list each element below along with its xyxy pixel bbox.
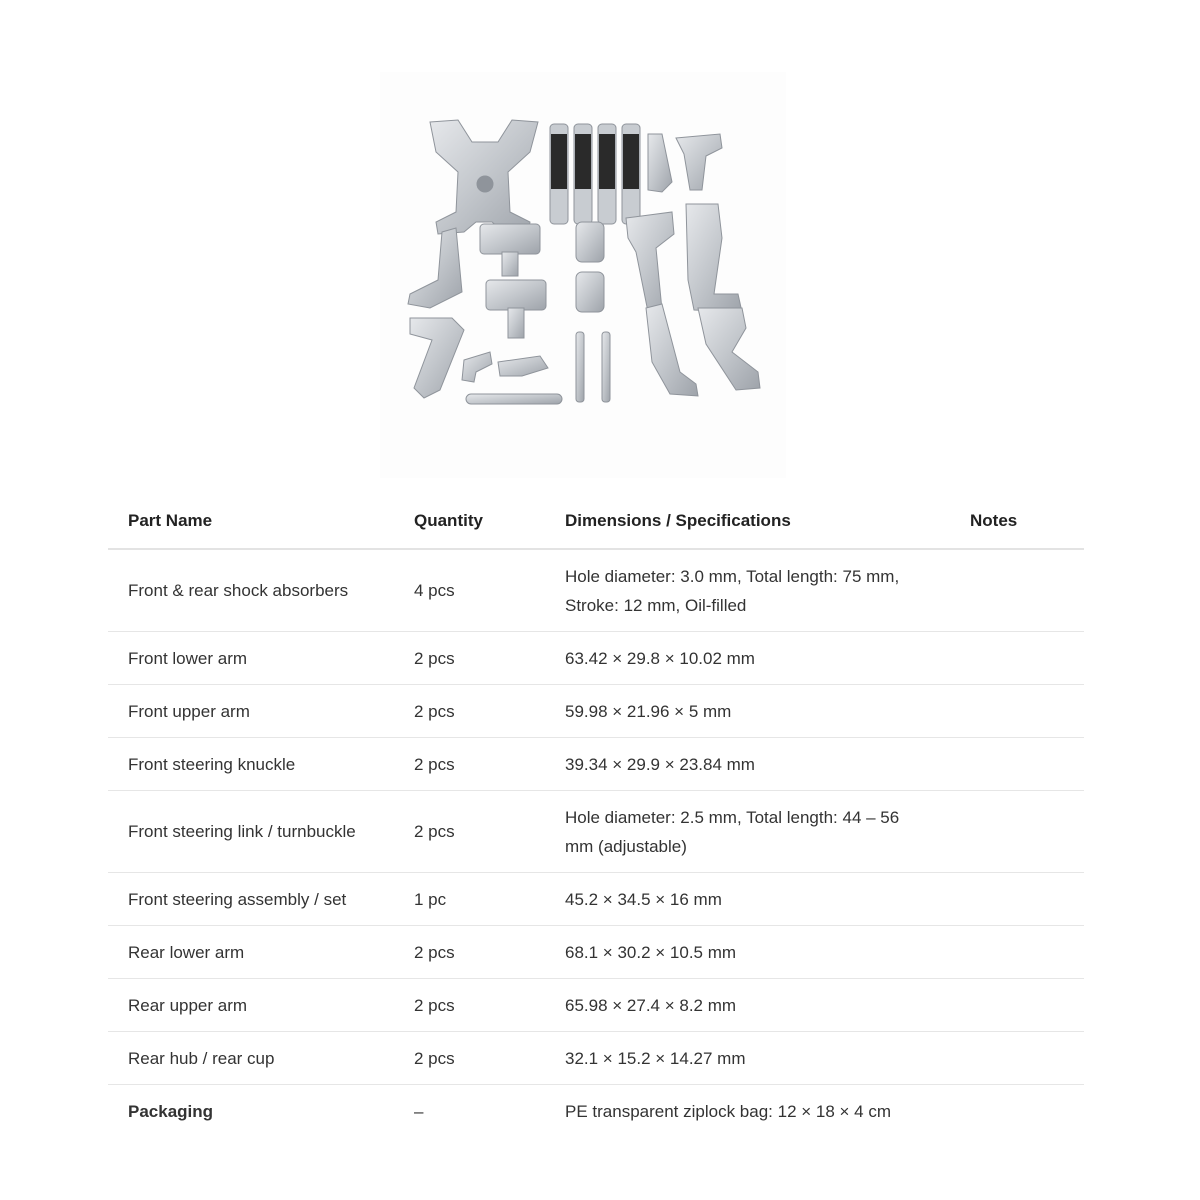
cell-spec: 68.1 × 30.2 × 10.5 mm (545, 926, 950, 979)
cell-notes (950, 1085, 1084, 1138)
cell-part-name: Rear upper arm (108, 979, 394, 1032)
cell-notes (950, 791, 1084, 873)
steering-knuckles-part (480, 222, 604, 338)
rear-lower-arm-part (408, 228, 464, 398)
cell-part-name: Rear lower arm (108, 926, 394, 979)
front-lower-arms-part (626, 204, 760, 396)
cell-notes (950, 873, 1084, 926)
cell-notes (950, 685, 1084, 738)
table-row (108, 1085, 1084, 1138)
table-row (108, 632, 1084, 685)
table-row (108, 685, 1084, 738)
cell-spec: 45.2 × 34.5 × 16 mm (545, 873, 950, 926)
cell-quantity: 2 pcs (394, 926, 545, 979)
cell-part-name: Rear hub / rear cup (108, 1032, 394, 1085)
cell-notes (950, 632, 1084, 685)
cell-spec (545, 791, 950, 873)
front-upper-arms-part (648, 134, 722, 192)
product-photo (380, 72, 786, 478)
cell-notes (950, 738, 1084, 791)
cell-spec: 32.1 × 15.2 × 14.27 mm (545, 1032, 950, 1085)
table-row (108, 926, 1084, 979)
header-part-name: Part Name (108, 494, 394, 549)
steering-links-part (462, 332, 610, 404)
cell-notes (950, 979, 1084, 1032)
table-row (108, 1032, 1084, 1085)
cell-part-name: Front upper arm (108, 685, 394, 738)
cell-spec: 63.42 × 29.8 × 10.02 mm (545, 632, 950, 685)
cell-quantity: 2 pcs (394, 738, 545, 791)
cell-part-name: Front steering knuckle (108, 738, 394, 791)
header-dimensions: Dimensions / Specifications (545, 494, 950, 549)
shock-absorbers-part (550, 124, 640, 224)
cell-notes (950, 549, 1084, 632)
cell-spec: 65.98 × 27.4 × 8.2 mm (545, 979, 950, 1032)
cell-spec: 59.98 × 21.96 × 5 mm (545, 685, 950, 738)
cell-part-name: Packaging (128, 1101, 214, 1121)
cell-quantity: 2 pcs (394, 632, 545, 685)
cell-spec (545, 549, 950, 632)
table-row (108, 873, 1084, 926)
spec-text: Hole diameter: 2.5 mm, Total length: 44 – 56 mm (adjustable) (565, 807, 900, 856)
cell-quantity: 2 pcs (394, 791, 545, 873)
header-notes: Notes (950, 494, 1084, 549)
table-row (108, 979, 1084, 1032)
table-row (108, 549, 1084, 632)
cell-quantity: 2 pcs (394, 1032, 545, 1085)
table-row (108, 791, 1084, 873)
cell-part-name: Front steering link / turnbuckle (108, 791, 394, 873)
cell-quantity: – (414, 1101, 424, 1121)
parts-illustration (380, 72, 786, 478)
cell-notes (950, 926, 1084, 979)
header-quantity: Quantity (394, 494, 545, 549)
cell-part-name: Front lower arm (108, 632, 394, 685)
cell-spec: PE transparent ziplock bag: 12 × 18 × 4 cm (565, 1101, 892, 1121)
table-row (108, 738, 1084, 791)
cell-quantity: 4 pcs (394, 549, 545, 632)
cell-quantity: 2 pcs (394, 685, 545, 738)
cell-spec: 39.34 × 29.9 × 23.84 mm (545, 738, 950, 791)
cell-notes (950, 1032, 1084, 1085)
spec-text: Hole diameter: 3.0 mm, Total length: 75 mm, Stroke: 12 mm, Oil-filled (565, 566, 900, 615)
cell-part-name: Front & rear shock absorbers (108, 549, 394, 632)
cell-part-name: Front steering assembly / set (108, 873, 394, 926)
parts-spec-table (108, 494, 1084, 1137)
table-header-row (108, 494, 1084, 549)
chassis-brace-part (430, 120, 538, 234)
cell-quantity: 2 pcs (394, 979, 545, 1032)
cell-quantity: 1 pc (394, 873, 545, 926)
